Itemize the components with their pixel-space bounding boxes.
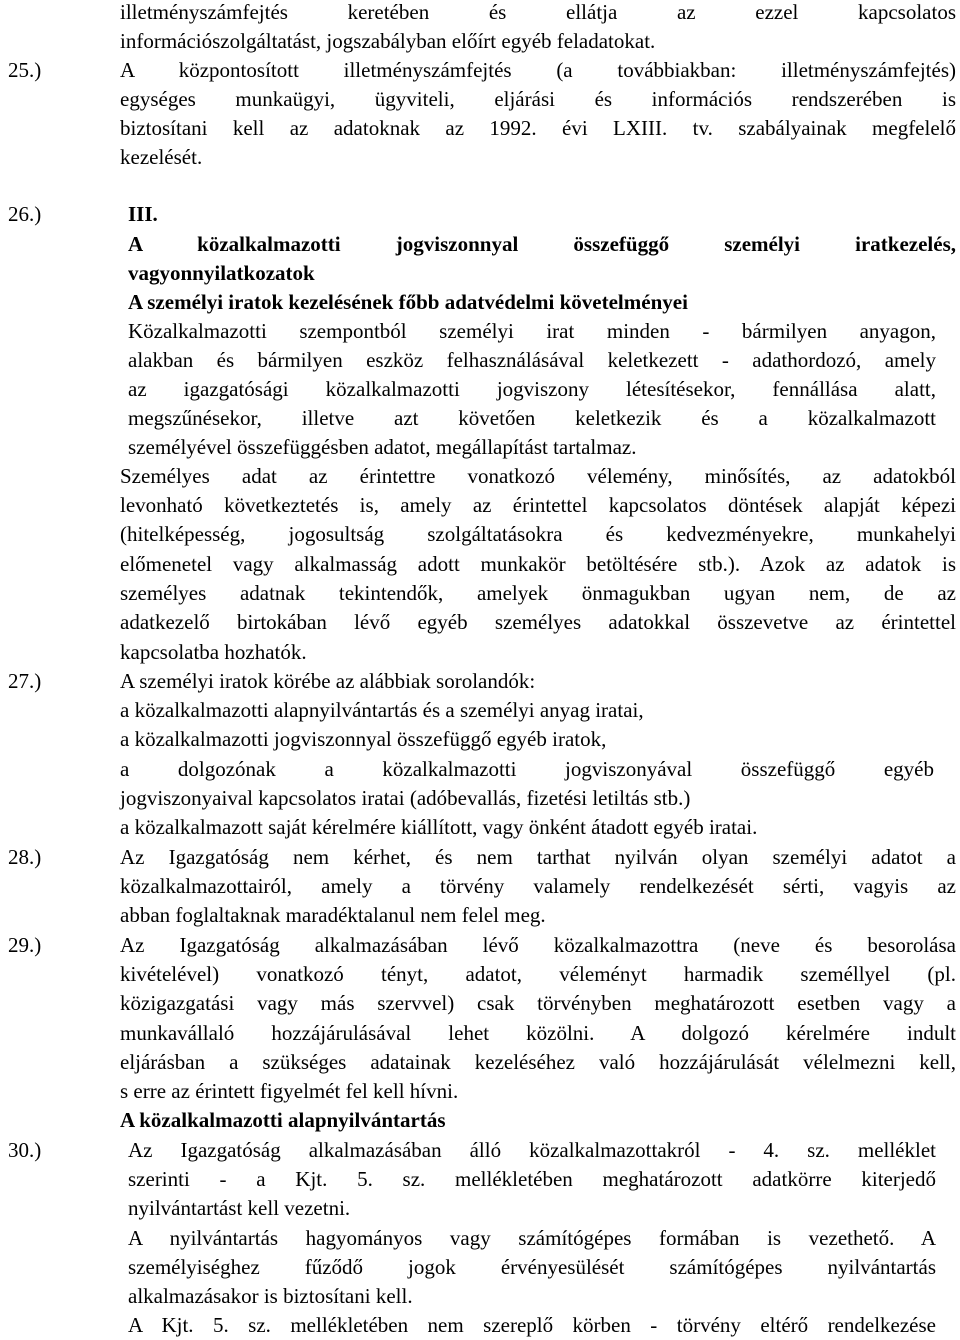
p29-line: s erre az érintett figyelmét fel kell hívni.: [120, 1079, 459, 1103]
p29-line: kivételével) vonatkozó tényt, adatot, véleményt harmadik személlyel (pl.: [120, 962, 956, 986]
p26-line: adatkezelő birtokában lévő egyéb személyes adatokkal összevetve az érintettel: [120, 610, 956, 634]
p28-line: abban foglaltaknak maradéktalanul nem felel meg.: [120, 903, 546, 927]
p26-line: kapcsolatba hozhatók.: [120, 640, 307, 664]
p25-line: A központosított illetményszámfejtés (a továbbiakban: illetményszámfejtés): [120, 58, 956, 82]
p26-line: megszűnésekor, illetve azt követően keletkezik és a közalkalmazott: [128, 406, 936, 430]
p26-line: (hitelképesség, jogosultság szolgáltatásokra és kedvezményekre, munkahelyi: [120, 522, 956, 546]
p26-line: az igazgatósági közalkalmazotti jogviszony létesítésekor, fennállása alatt,: [128, 377, 936, 401]
section-subheading: A személyi iratok kezelésének főbb adatvédelmi követelményei: [128, 290, 688, 314]
paragraph-number: 25.): [8, 58, 42, 82]
p26-line: Személyes adat az érintettre vonatkozó vélemény, minősítés, az adatokból: [120, 464, 956, 488]
p30-line: Az Igazgatóság alkalmazásában álló közalkalmazottakról - 4. sz. melléklet: [128, 1138, 936, 1162]
p27-line: a közalkalmazott saját kérelmére kiállított, vagy önként átadott egyéb iratai.: [120, 815, 758, 839]
p30-line: nyilvántartást kell vezetni.: [128, 1196, 351, 1220]
p28-line: Az Igazgatóság nem kérhet, és nem tarthat nyilván olyan személyi adatot a: [120, 845, 956, 869]
chapter-heading: A közalkalmazotti jogviszonnyal összefüggő személyi iratkezelés,: [128, 232, 956, 256]
p27-line: A személyi iratok körébe az alábbiak sorolandók:: [120, 669, 536, 693]
p29-line: eljárásban a szükséges adatainak kezeléséhez való hozzájárulását vélelmezni kell,: [120, 1050, 956, 1074]
paragraph-number: 28.): [8, 845, 42, 869]
chapter-heading: vagyonnyilatkozatok: [128, 261, 315, 285]
section-subheading: A közalkalmazotti alapnyilvántartás: [120, 1108, 446, 1132]
p26-line: személyes adatnak tekintendők, amelyek önmagukban ugyan nem, de az: [120, 581, 956, 605]
intro-line: információszolgáltatást, jogszabályban előírt egyéb feladatokat.: [120, 29, 656, 53]
paragraph-number: 30.): [8, 1138, 42, 1162]
p26-line: személyével összefüggésben adatot, megállapítást tartalmaz.: [128, 435, 637, 459]
p26-line: alakban és bármilyen eszköz felhasználásával keletkezett - adathordozó, amely: [128, 348, 936, 372]
p26-line: előmenetel vagy alkalmasság adott munkakör betöltésére stb.). Azok az adatok is: [120, 552, 956, 576]
p29-line: munkavállaló hozzájárulásával lehet közölni. A dolgozó kérelmére indult: [120, 1021, 956, 1045]
p29-line: közigazgatási vagy más szervvel) csak törvényben meghatározott esetben vagy a: [120, 991, 956, 1015]
paragraph-number: 29.): [8, 933, 42, 957]
p27-line: a dolgozónak a közalkalmazotti jogviszonyával összefüggő egyéb: [120, 757, 934, 781]
p26-line: Közalkalmazotti szempontból személyi irat minden - bármilyen anyagon,: [128, 319, 936, 343]
p27-line: a közalkalmazotti alapnyilvántartás és a személyi anyag iratai,: [120, 698, 644, 722]
p26-line: levonható következtetés is, amely az érintettel kapcsolatos döntések alapját képezi: [120, 493, 956, 517]
p29-line: Az Igazgatóság alkalmazásában lévő közalkalmazottra (neve és besorolása: [120, 933, 956, 957]
p30-line: személyiséghez fűződő jogok érvényesülését számítógépes nyilvántartás: [128, 1255, 936, 1279]
p27-line: jogviszonyaival kapcsolatos iratai (adóbevallás, fizetési letiltás stb.): [120, 786, 691, 810]
p27-line: a közalkalmazotti jogviszonnyal összefüggő egyéb iratok,: [120, 727, 607, 751]
p30-line: alkalmazásakor is biztosítani kell.: [128, 1284, 413, 1308]
p25-line: biztosítani kell az adatoknak az 1992. évi LXIII. tv. szabályainak megfelelő: [120, 116, 956, 140]
chapter-number: III.: [128, 202, 158, 226]
p30-line: A nyilvántartás hagyományos vagy számítógépes formában is vezethető. A: [128, 1226, 936, 1250]
p25-line: egységes munkaügyi, ügyviteli, eljárási és információs rendszerében is: [120, 87, 956, 111]
p30-line: A Kjt. 5. sz. mellékletében nem szereplő körben - törvény eltérő rendelkezése: [128, 1313, 936, 1337]
p25-line: kezelését.: [120, 145, 203, 169]
paragraph-number: 27.): [8, 669, 42, 693]
p30-line: szerinti - a Kjt. 5. sz. mellékletében meghatározott adatkörre kiterjedő: [128, 1167, 936, 1191]
intro-line: illetményszámfejtés keretében és ellátja az ezzel kapcsolatos: [120, 0, 956, 24]
paragraph-number: 26.): [8, 202, 42, 226]
p28-line: közalkalmazottairól, amely a törvény valamely rendelkezését sérti, vagyis az: [120, 874, 956, 898]
